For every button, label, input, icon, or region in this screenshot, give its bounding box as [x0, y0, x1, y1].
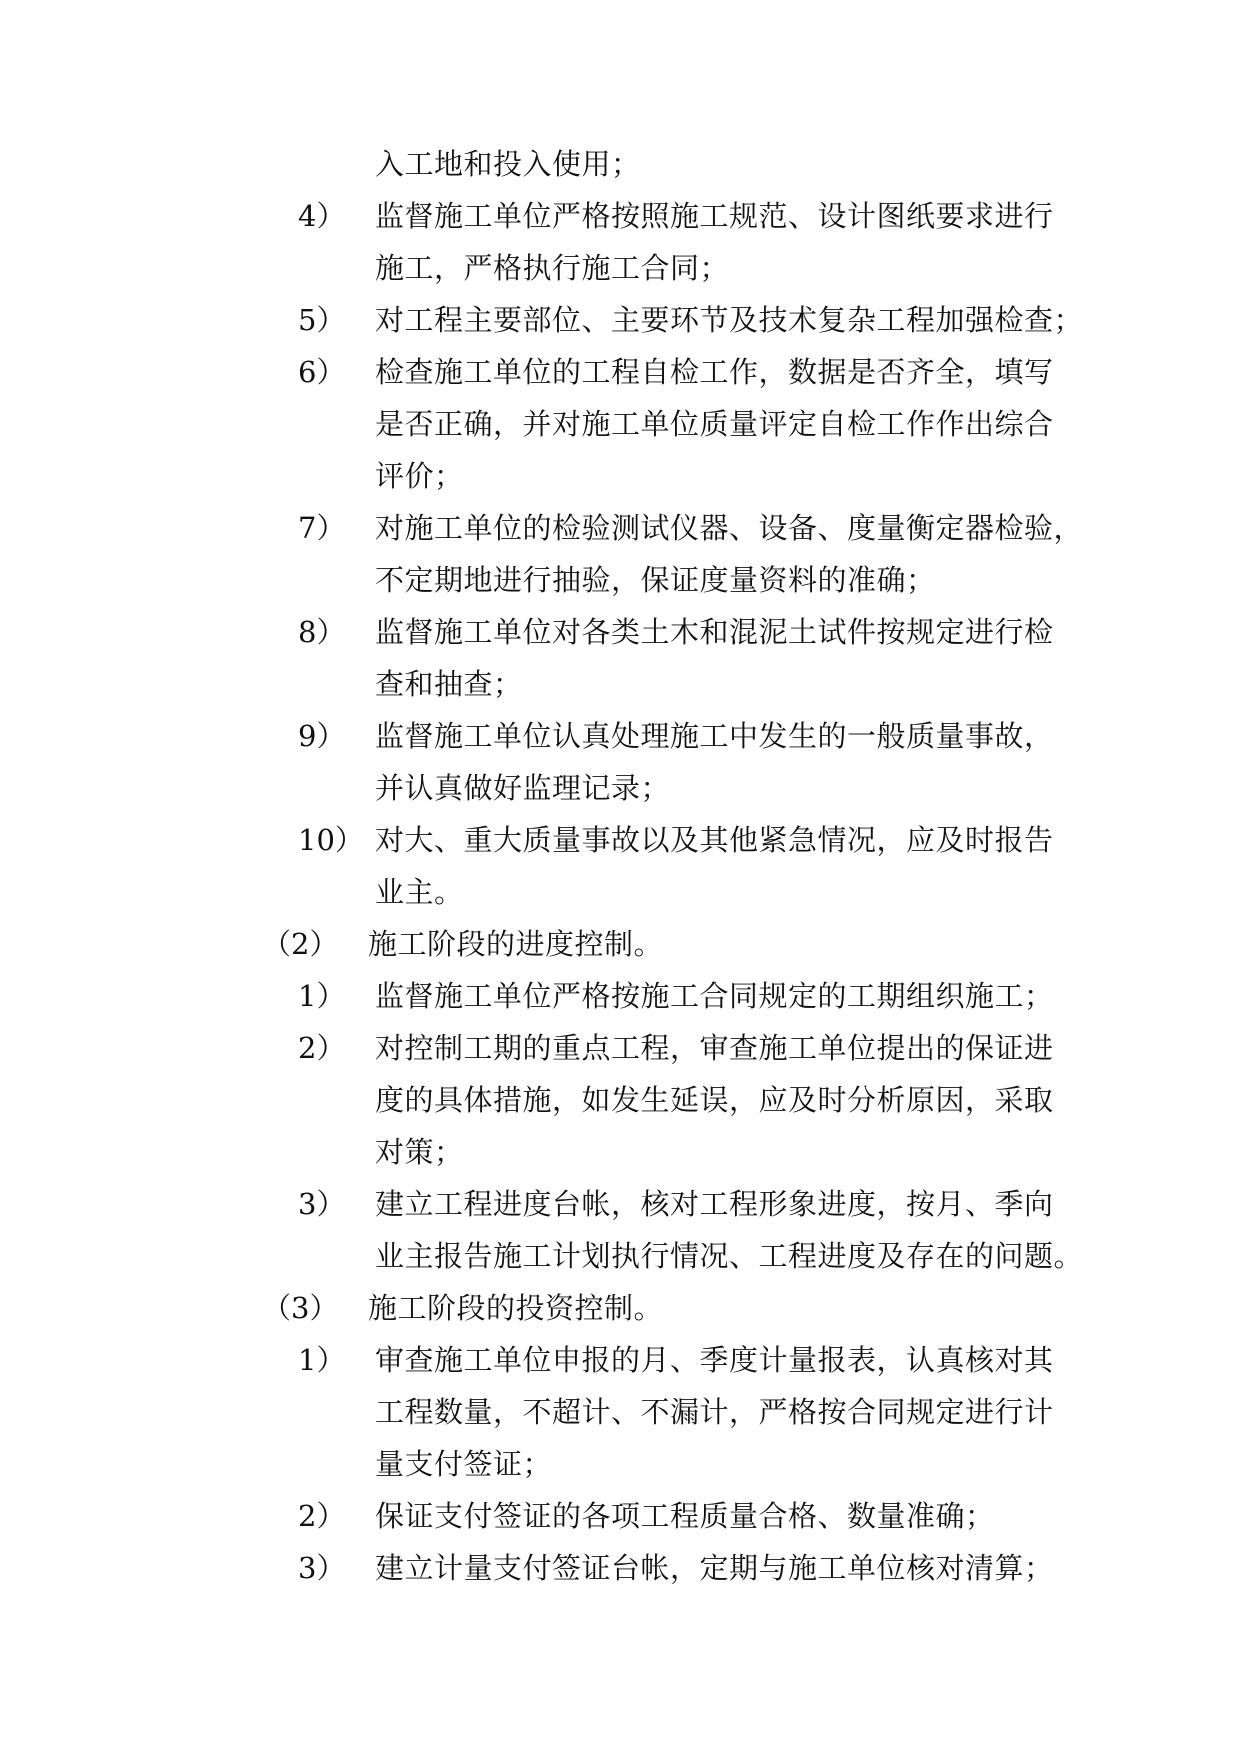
list-item [0, 970, 1241, 1022]
list-item-continuation [0, 242, 1241, 294]
section-heading [0, 918, 1241, 970]
list-item [0, 1178, 1241, 1230]
item-number: 6） [298, 355, 346, 389]
section-heading [0, 1282, 1241, 1334]
list-item [0, 606, 1241, 658]
line-text: 是否正确，并对施工单位质量评定自检工作作出综合 [375, 407, 1054, 441]
list-item-continuation [0, 1126, 1241, 1178]
list-item-continuation [0, 762, 1241, 814]
list-item-continuation [0, 554, 1241, 606]
line-text: 不定期地进行抽验，保证度量资料的准确； [375, 563, 936, 597]
item-number: 3） [298, 1551, 346, 1585]
document-body [0, 138, 1241, 1594]
line-text: 监督施工单位严格按照施工规范、设计图纸要求进行 [375, 199, 1054, 233]
section-number: （3） [262, 1291, 339, 1325]
list-item-continuation [0, 138, 1241, 190]
item-number: 8） [298, 615, 346, 649]
list-item [0, 1490, 1241, 1542]
list-item-continuation [0, 1438, 1241, 1490]
line-text: 监督施工单位认真处理施工中发生的一般质量事故， [375, 719, 1054, 753]
item-number: 2） [298, 1031, 346, 1065]
list-item-continuation [0, 658, 1241, 710]
line-text: 保证支付签证的各项工程质量合格、数量准确； [375, 1499, 995, 1533]
line-text: 检查施工单位的工程自检工作，数据是否齐全，填写 [375, 355, 1054, 389]
line-text: 建立计量支付签证台帐，定期与施工单位核对清算； [375, 1551, 1054, 1585]
item-number: 7） [298, 511, 346, 545]
list-item-continuation [0, 866, 1241, 918]
line-text: 业主。 [375, 875, 464, 909]
list-item-continuation [0, 1074, 1241, 1126]
list-item-continuation [0, 1230, 1241, 1282]
line-text: 对大、重大质量事故以及其他紧急情况，应及时报告 [375, 823, 1054, 857]
item-number: 3） [298, 1187, 346, 1221]
item-number: 9） [298, 719, 346, 753]
list-item [0, 710, 1241, 762]
line-text: 对施工单位的检验测试仪器、设备、度量衡定器检验， [375, 511, 1084, 545]
item-number: 4） [298, 199, 346, 233]
line-text: 入工地和投入使用； [375, 147, 641, 181]
item-number: 10） [298, 823, 364, 857]
list-item [0, 1542, 1241, 1594]
list-item-continuation [0, 398, 1241, 450]
line-text: 并认真做好监理记录； [375, 771, 671, 805]
line-text: 量支付签证； [375, 1447, 553, 1481]
list-item [0, 346, 1241, 398]
list-item [0, 1022, 1241, 1074]
line-text: 施工阶段的进度控制。 [368, 927, 664, 961]
line-text: 施工阶段的投资控制。 [368, 1291, 664, 1325]
list-item [0, 1334, 1241, 1386]
line-text: 施工，严格执行施工合同； [375, 251, 730, 285]
list-item [0, 190, 1241, 242]
line-text: 监督施工单位严格按施工合同规定的工期组织施工； [375, 979, 1054, 1013]
section-number: （2） [262, 927, 339, 961]
list-item [0, 814, 1241, 866]
item-number: 5） [298, 303, 346, 337]
line-text: 查和抽查； [375, 667, 523, 701]
line-text: 度的具体措施，如发生延误，应及时分析原因，采取 [375, 1083, 1054, 1117]
item-number: 1） [298, 979, 346, 1013]
line-text: 评价； [375, 459, 464, 493]
line-text: 对控制工期的重点工程，审查施工单位提出的保证进 [375, 1031, 1054, 1065]
line-text: 对工程主要部位、主要环节及技术复杂工程加强检查； [375, 303, 1084, 337]
line-text: 建立工程进度台帐，核对工程形象进度，按月、季向 [375, 1187, 1054, 1221]
line-text: 对策； [375, 1135, 464, 1169]
item-number: 2） [298, 1499, 346, 1533]
line-text: 审查施工单位申报的月、季度计量报表，认真核对其 [375, 1343, 1054, 1377]
line-text: 工程数量，不超计、不漏计，严格按合同规定进行计 [375, 1395, 1054, 1429]
line-text: 业主报告施工计划执行情况、工程进度及存在的问题。 [375, 1239, 1084, 1273]
item-number: 1） [298, 1343, 346, 1377]
list-item [0, 294, 1241, 346]
list-item [0, 502, 1241, 554]
line-text: 监督施工单位对各类土木和混泥土试件按规定进行检 [375, 615, 1054, 649]
list-item-continuation [0, 450, 1241, 502]
list-item-continuation [0, 1386, 1241, 1438]
